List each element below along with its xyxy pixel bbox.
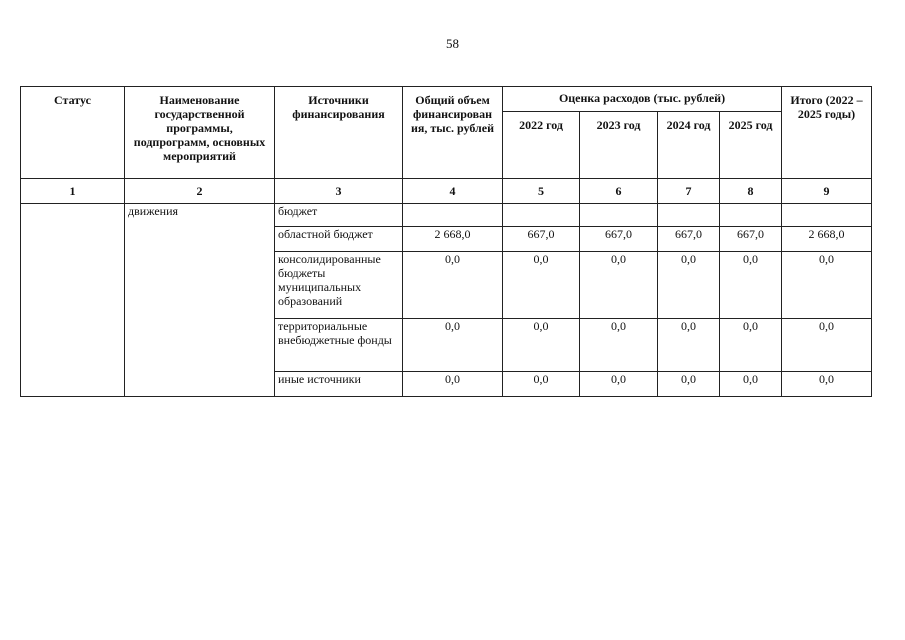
total-volume-value: 0,0 — [403, 319, 503, 372]
total-volume-value — [403, 204, 503, 227]
budget-table — [20, 86, 872, 397]
financing-source: территориальные внебюджетные фонды — [275, 319, 403, 372]
header-expense-estimate: Оценка расходов (тыс. рублей) — [503, 87, 782, 112]
value-2022: 0,0 — [503, 319, 580, 372]
grand-total-value: 0,0 — [782, 319, 872, 372]
column-number: 9 — [782, 179, 872, 204]
grand-total-value: 0,0 — [782, 252, 872, 319]
column-number: 7 — [658, 179, 720, 204]
page-number: 58 — [446, 36, 459, 51]
header-year-2023: 2023 год — [580, 112, 658, 179]
header-total-volume: Общий объем финансирован ия, тыс. рублей — [403, 87, 503, 179]
value-2024 — [658, 204, 720, 227]
header-program-name: Наименование государственной программы, подпрограмм, основных мероприятий — [125, 87, 275, 179]
value-2024: 0,0 — [658, 319, 720, 372]
value-2025: 0,0 — [720, 252, 782, 319]
header-grand-total: Итого (2022 – 2025 годы) — [782, 87, 872, 179]
value-2022: 667,0 — [503, 227, 580, 252]
financing-source: иные источники — [275, 372, 403, 397]
column-number-row — [21, 179, 872, 204]
column-number: 4 — [403, 179, 503, 204]
total-volume-value: 0,0 — [403, 252, 503, 319]
status-cell — [21, 204, 125, 397]
column-number: 3 — [275, 179, 403, 204]
column-number: 8 — [720, 179, 782, 204]
value-2022: 0,0 — [503, 252, 580, 319]
value-2025: 667,0 — [720, 227, 782, 252]
grand-total-value — [782, 204, 872, 227]
header-financing-sources: Источники финансирования — [275, 87, 403, 179]
table-row — [21, 204, 872, 227]
header-year-2025: 2025 год — [720, 112, 782, 179]
value-2022 — [503, 204, 580, 227]
value-2025: 0,0 — [720, 319, 782, 372]
grand-total-value: 2 668,0 — [782, 227, 872, 252]
header-year-2024: 2024 год — [658, 112, 720, 179]
grand-total-value: 0,0 — [782, 372, 872, 397]
total-volume-value: 2 668,0 — [403, 227, 503, 252]
value-2023: 0,0 — [580, 372, 658, 397]
value-2023: 0,0 — [580, 252, 658, 319]
header-status: Статус — [21, 87, 125, 179]
value-2024: 0,0 — [658, 252, 720, 319]
header-year-2022: 2022 год — [503, 112, 580, 179]
financing-source: бюджет — [275, 204, 403, 227]
value-2024: 667,0 — [658, 227, 720, 252]
value-2023: 667,0 — [580, 227, 658, 252]
value-2023 — [580, 204, 658, 227]
financing-source: областной бюджет — [275, 227, 403, 252]
value-2024: 0,0 — [658, 372, 720, 397]
financing-source: консолидированные бюджеты муниципальных образований — [275, 252, 403, 319]
value-2025 — [720, 204, 782, 227]
column-number: 6 — [580, 179, 658, 204]
column-number: 1 — [21, 179, 125, 204]
column-number: 2 — [125, 179, 275, 204]
value-2022: 0,0 — [503, 372, 580, 397]
value-2025: 0,0 — [720, 372, 782, 397]
value-2023: 0,0 — [580, 319, 658, 372]
total-volume-value: 0,0 — [403, 372, 503, 397]
program-name-cell: движения — [125, 204, 275, 397]
column-number: 5 — [503, 179, 580, 204]
